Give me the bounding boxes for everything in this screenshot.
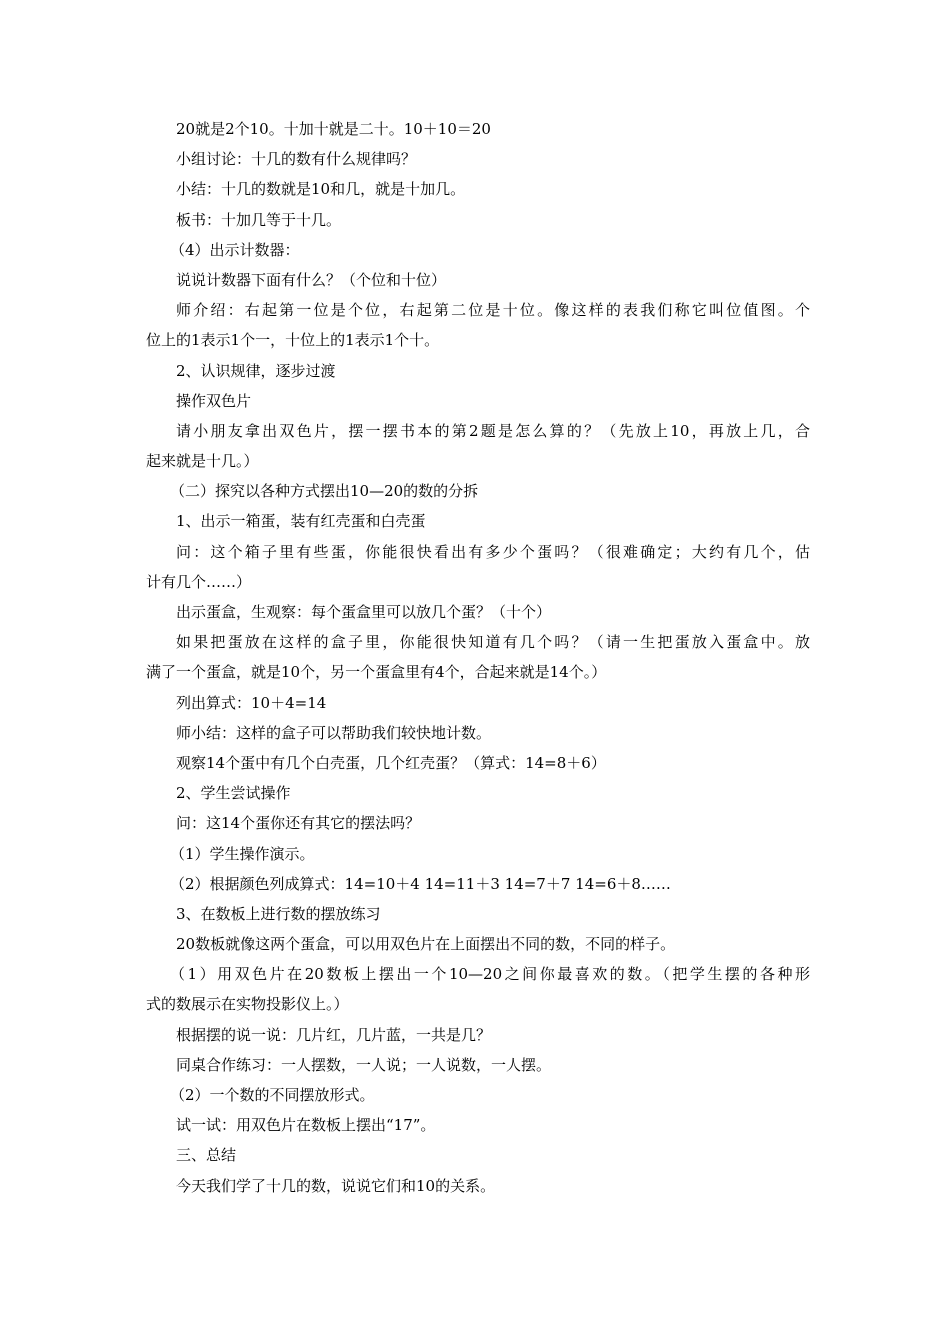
paragraph-line: 请小朋友拿出双色片，摆一摆书本的第2题是怎么算的？（先放上10，再放上几，合 [176, 421, 810, 440]
paragraph-line: （2）根据颜色列成算式：14=10＋4 14=11＋3 14=7＋7 14=6＋8…… [170, 874, 671, 893]
paragraph-line: 试一试：用双色片在数板上摆出“17”。 [176, 1116, 436, 1135]
paragraph-line: 师介绍：右起第一位是个位，右起第二位是十位。像这样的表我们称它叫位值图。个 [176, 301, 810, 320]
paragraph-line: 操作双色片 [176, 391, 252, 410]
section-heading: 三、总结 [176, 1146, 237, 1165]
paragraph-line: 今天我们学了十几的数，说说它们和10的关系。 [176, 1176, 496, 1195]
document-body [146, 114, 810, 1201]
paragraph-line: 列出算式：10＋4=14 [176, 693, 327, 712]
paragraph-line: （4）出示计数器： [170, 240, 300, 259]
paragraph-line: 根据摆的说一说：几片红，几片蓝，一共是几？ [176, 1025, 492, 1044]
section-heading: （二）探究以各种方式摆出10—20的数的分拆 [170, 482, 479, 501]
paragraph-line: 如果把蛋放在这样的盒子里，你能很快知道有几个吗？（请一生把蛋放入蛋盒中。放 [176, 633, 810, 652]
section-heading: 2、学生尝试操作 [176, 784, 291, 803]
paragraph-line: （1）用双色片在20数板上摆出一个10—20之间你最喜欢的数。（把学生摆的各种形 [170, 965, 810, 984]
paragraph-line: 板书：十加几等于十几。 [176, 210, 342, 229]
paragraph-line: 小结：十几的数就是10和几，就是十加几。 [176, 180, 466, 199]
paragraph-line: 20数板就像这两个蛋盒，可以用双色片在上面摆出不同的数，不同的样子。 [176, 935, 676, 954]
paragraph-line: 20就是2个10。十加十就是二十。10＋10＝20 [176, 120, 491, 138]
paragraph-line: 同桌合作练习：一人摆数，一人说；一人说数，一人摆。 [176, 1055, 552, 1074]
paragraph-line: 起来就是十几。） [146, 452, 259, 471]
paragraph-line: 问：这14个蛋你还有其它的摆法吗？ [176, 814, 421, 833]
paragraph-line: （1）学生操作演示。 [170, 844, 315, 863]
section-heading: 1、出示一箱蛋，装有红壳蛋和白壳蛋 [176, 512, 426, 531]
paragraph-line: 小组讨论：十几的数有什么规律吗？ [176, 150, 417, 169]
paragraph-line: 问：这个箱子里有些蛋，你能很快看出有多少个蛋吗？（很难确定；大约有几个，估 [176, 542, 810, 561]
paragraph-line: 计有几个……） [146, 572, 252, 591]
paragraph-line: 出示蛋盒，生观察：每个蛋盒里可以放几个蛋？（十个） [176, 603, 552, 621]
section-heading: 2、认识规律，逐步过渡 [176, 361, 336, 380]
paragraph-line: 满了一个蛋盒，就是10个，另一个蛋盒里有4个，合起来就是14个。） [146, 663, 607, 682]
paragraph-line: 师小结：这样的盒子可以帮助我们较快地计数。 [176, 723, 492, 742]
paragraph-line: 式的数展示在实物投影仪上。） [146, 995, 349, 1014]
paragraph-line: 观察14个蛋中有几个白壳蛋，几个红壳蛋？（算式：14=8＋6） [176, 753, 606, 772]
section-heading: 3、在数板上进行数的摆放练习 [176, 904, 381, 923]
paragraph-line: 说说计数器下面有什么？（个位和十位） [176, 270, 447, 289]
paragraph-line: 位上的1表示1个一，十位上的1表示1个十。 [146, 331, 440, 350]
paragraph-line: （2）一个数的不同摆放形式。 [170, 1086, 375, 1104]
